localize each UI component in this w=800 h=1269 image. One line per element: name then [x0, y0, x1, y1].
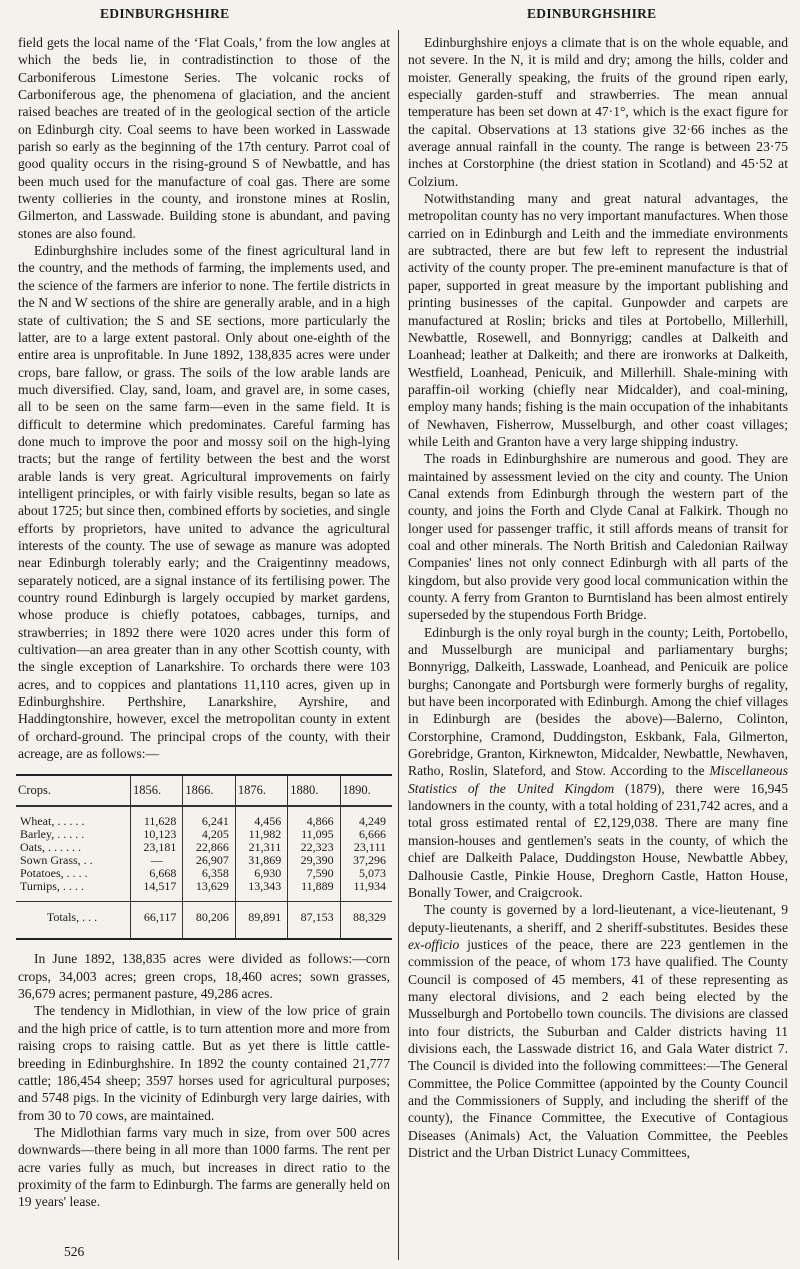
acreage-cell: 23,181 — [131, 841, 183, 854]
total-cell: 87,153 — [288, 902, 340, 940]
crop-label: Sown Grass, . . — [20, 853, 93, 868]
col-header: 1856. — [131, 775, 183, 806]
text: Edinburgh is the only royal burgh in the county; Leith, Portobello, and Musselburgh are municipal and parliamentary burghs; Bonnyrigg, Dalkeith, Lasswade, Loanhead, and Penicuik are police burghs; Canongate and Portsburgh were formerly burghs of regality, but have been incorporated with Edinburgh. Among the chief villages in Edinburgh are (besides the above)—Balerno, Colinton, Corstorphine, Cramond, Duddingston, Eskbank, Fala, Gilmerton, Gorebridge, Granton, Kirknewton, Midcalder, Newbattle, Newhaven, Ratho, Roslin, Slateford, and Stow. According to the — [408, 624, 788, 779]
acreage-cell: 4,205 — [183, 828, 235, 841]
acreage-cell: 31,869 — [235, 854, 287, 867]
table-row — [16, 806, 392, 828]
col-header: 1866. — [183, 775, 235, 806]
acreage-cell: 37,296 — [340, 854, 392, 867]
acreage-cell: 11,982 — [235, 828, 287, 841]
acreage-cell: 4,456 — [235, 806, 287, 828]
total-cell: 66,117 — [131, 902, 183, 940]
text: justices of the peace, there are 223 gentlemen in the commission of the peace, of whom 173 have qualified. The County Council is composed of 45 members, 41 of these representing as many electoral divisions, and 2 each being elected by the Musselburgh and Portobello town councils. The divisions are classed into four districts, the Suburban and Calder districts having 11 divisions each, the Lasswade district 16, and Gala Water district 7. The Council is divided into the following committees:—The General Committee, the Police Committee (appointed by the County Council and the Commissioners of Supply, and including the sheriff of the county), the Finance Committee, the Executive of Contagious Diseases (Animals) Act, the Valuation Committee, the Peebles District and the Urban District Lunacy Committees, — [408, 936, 788, 1160]
crop-label: Potatoes, . . . . — [20, 866, 88, 881]
paragraph: The tendency in Midlothian, in view of the low price of grain and the high price of cattle, is to turn attention more and more from raising crops to raising cattle. But as yet there is little cattle-breeding in Edinburghshire. In 1892 the county contained 21,777 cattle; 186,454 sheep; 3597 horses used for agricultural purposes; and 5748 pigs. In the vicinity of Edinburgh very large dairies, with from 30 to 70 cows, are maintained. — [18, 1003, 390, 1123]
page-number: 526 — [64, 1244, 85, 1259]
acreage-cell: 10,123 — [131, 828, 183, 841]
totals-label: Totals, . . . — [16, 902, 131, 940]
right-column — [408, 34, 788, 1161]
total-cell: 80,206 — [183, 902, 235, 940]
running-header-left: EDINBURGHSHIRE — [100, 6, 230, 21]
col-header: 1890. — [340, 775, 392, 806]
acreage-cell: 4,866 — [288, 806, 340, 828]
paragraph: Notwithstanding many and great natural advantages, the metropolitan county has no very important manufactures. When those carried on in Edinburgh and Leith and the immediate environments are subtracted, there are but few left to represent the industrial activity of the county proper. The pre-eminent manufacture is that of paper, supported in great measure by the important publishing and printing businesses of the capital. Gunpowder and carpets are manufactured at Roslin; bricks and tiles at Portobello, Millerhill, Newbattle, Rosewell, and Bonnyrigg; candles at Dalkeith and Loanhead; leather at Dalkeith; and there are ironworks at Dalkeith, Westfield, Loanhead, Penicuik, and Millerhill. Shale-mining with paraffin-oil working (chiefly near Midcalder), and coal-mining, employ many hands; fishing is the main occupation of the inhabitants of Newhaven, Fisherrow, Musselburgh, and other coast villages; while Leith and Granton have a very large shipping industry. — [408, 191, 788, 449]
acreage-cell: 11,934 — [340, 880, 392, 902]
paragraph — [408, 901, 788, 1161]
acreage-cell: 6,666 — [340, 828, 392, 841]
text: The county is governed by a lord-lieutenant, a vice-lieutenant, 9 deputy-lieutenants, a sheriff, and 2 sheriff-substitutes. Besides these — [408, 902, 788, 935]
paragraph: Edinburghshire enjoys a climate that is on the whole equable, and not severe. In the N, it is mild and dry; among the hills, colder and moister. Generally speaking, the fruits of the ground ripen early, especially garden-stuff and strawberries. The mean annual temperature has been set down at 47·1°, which is the exact figure for the capital. Observations at 13 stations give 32·66 inches as the average annual rainfall in the county. The range is between 23·75 inches at Corstorphine (the driest station in Scotland) and 45·52 at Colzium. — [408, 35, 788, 189]
acreage-cell: 23,111 — [340, 841, 392, 854]
left-column — [18, 34, 390, 1211]
acreage-cell: 6,241 — [183, 806, 235, 828]
acreage-cell: 21,311 — [235, 841, 287, 854]
total-cell: 88,329 — [340, 902, 392, 940]
acreage-cell: 11,628 — [131, 806, 183, 828]
col-header: 1876. — [235, 775, 287, 806]
running-header-right: EDINBURGHSHIRE — [527, 6, 657, 21]
acreage-cell: 13,343 — [235, 880, 287, 902]
total-cell: 89,891 — [235, 902, 287, 940]
acreage-cell: 11,889 — [288, 880, 340, 902]
paragraph: field gets the local name of the ‘Flat Coals,’ from the low angles at which the beds lie, in contradistinction to those of the Carboniferous Limestone Series. The volcanic rocks of Carboniferous age, the phenomena of glaciation, and the ancient raised beaches are treated of in the geological section of the article on Edinburgh city. Coal seems to have been worked in Lasswade parish so early as the beginning of the 17th century. Parrot coal of good quality occurs in the rising-ground S of Newbattle, and has been much used for the manufacture of coal gas. There are some twenty collieries in the county, and ironstone mines at Roslin, Gilmerton, and Lasswade. Building stone is abundant, and paving stones are also found. — [18, 35, 390, 241]
paragraph: The Midlothian farms vary much in size, from over 500 acres downwards—there being in all more than 1000 farms. The rent per acre varies fully as much, but increases in direct ratio to the proximity of the farm to Edinburgh. The farms are generally held on 19 years' lease. — [18, 1124, 390, 1210]
acreage-cell: 6,358 — [183, 867, 235, 880]
italic-term: ex-officio — [408, 936, 460, 952]
paragraph: Edinburghshire includes some of the finest agricultural land in the country, and the methods of farming, the implements used, and the science of the farmers are inferior to none. The fertile districts in the N and W sections of the shire are generally arable, and in a high state of cultivation; the S and SE sections, more particularly the latter, are to a large extent pastoral. Only about one-eighth of the entire area is unprofitable. In June 1892, 138,835 acres were under crops, bare fallow, or grass. The soils of the low arable lands are much diversified. Clay, sand, loam, and gravel are, in some cases, all to be seen on the same farm—even in the same field. It is difficult to determine which predominates. Careful farming has done much to improve the poor and mossy soil on the high-lying tracts; but the range of fertility between the best and the worst arable lands is very great. Agricultural improvements on fairly intelligent principles, or with fairly visible results, began so late as about 1725; but since then, combined efforts by societies, and single efforts by proprietors, have united to advance the agricultural interests of the county. The use of sewage as manure was adopted near Edinburgh tolerably early; and the Craigentinny meadows, separately noticed, are a signal instance of its fertilising power. The country round Edinburgh is largely occupied by market gardens, whose produce is chiefly potatoes, cabbages, turnips, and strawberries; in 1892 there were 1020 acres under this form of cultivation—an area greater than in any other Scottish county, with the single exception of Lanarkshire. To orchards there were 103 acres, and to coppices and plantations 11,110 acres, given up in Edinburghshire. Perthshire, Lanarkshire, Ayrshire, and Haddingtonshire, however, excel the metropolitan county in extent of orchard-ground. The principal crops of the county, with their acreage, are as follows:— — [18, 243, 390, 762]
paragraph: In June 1892, 138,835 acres were divided as follows:—corn crops, 34,003 acres; green crops, 18,460 acres; sown grasses, 36,679 acres; permanent pasture, 49,286 acres. — [18, 951, 390, 1002]
col-header: Crops. — [16, 775, 131, 806]
table-row — [16, 880, 392, 902]
col-header: 1880. — [288, 775, 340, 806]
column-divider — [398, 30, 399, 1260]
crop-label: Barley, . . . . . — [20, 827, 85, 842]
acreage-cell: 26,907 — [183, 854, 235, 867]
crop-label: Turnips, . . . . — [20, 879, 84, 894]
table-header-row — [16, 775, 392, 806]
text: (1879), there were 16,945 landowners in the county, with a total holding of 231,742 acres, and a total gross estimated rental of £2,129,038. There are many fine mansion-houses and gentlemen's seats in the county, of which the chief are Dalkeith Palace, Duddingston House, Newbattle Abbey, Dalhousie Castle, Pinkie House, Dreghorn Castle, Hatton House, Bonally Tower, and Craigcrook. — [408, 780, 788, 900]
crop-label: Wheat, . . . . . — [20, 814, 85, 829]
acreage-cell: — — [131, 854, 183, 867]
acreage-cell: 6,930 — [235, 867, 287, 880]
acreage-cell: 11,095 — [288, 828, 340, 841]
acreage-cell: 6,668 — [131, 867, 183, 880]
crop-label: Oats, . . . . . . — [20, 840, 81, 855]
totals-row — [16, 902, 392, 940]
acreage-cell: 13,629 — [183, 880, 235, 902]
acreage-cell: 29,390 — [288, 854, 340, 867]
paragraph: The roads in Edinburghshire are numerous and good. They are maintained by assessment levied on the city and county. The Union Canal extends from Edinburgh through the western part of the county, and joins the Forth and Clyde Canal at Falkirk. Though no longer used for passenger traffic, it still affords means of transit for coal and other minerals. The North British and Caledonian Railway Companies' lines not only connect Edinburgh with all parts of the kingdom, but also provide very good local communication within the county. A ferry from Granton to Burntisland has been almost entirely superseded by the stupendous Forth Bridge. — [408, 451, 788, 623]
acreage-cell: 22,323 — [288, 841, 340, 854]
acreage-cell: 4,249 — [340, 806, 392, 828]
crop-acreage-table — [16, 774, 392, 940]
italic-title: Miscellaneous Statistics of the United Kingdom — [408, 763, 788, 796]
acreage-cell: 14,517 — [131, 880, 183, 902]
acreage-cell: 7,590 — [288, 867, 340, 880]
acreage-cell: 22,866 — [183, 841, 235, 854]
paragraph — [408, 624, 788, 902]
acreage-cell: 5,073 — [340, 867, 392, 880]
